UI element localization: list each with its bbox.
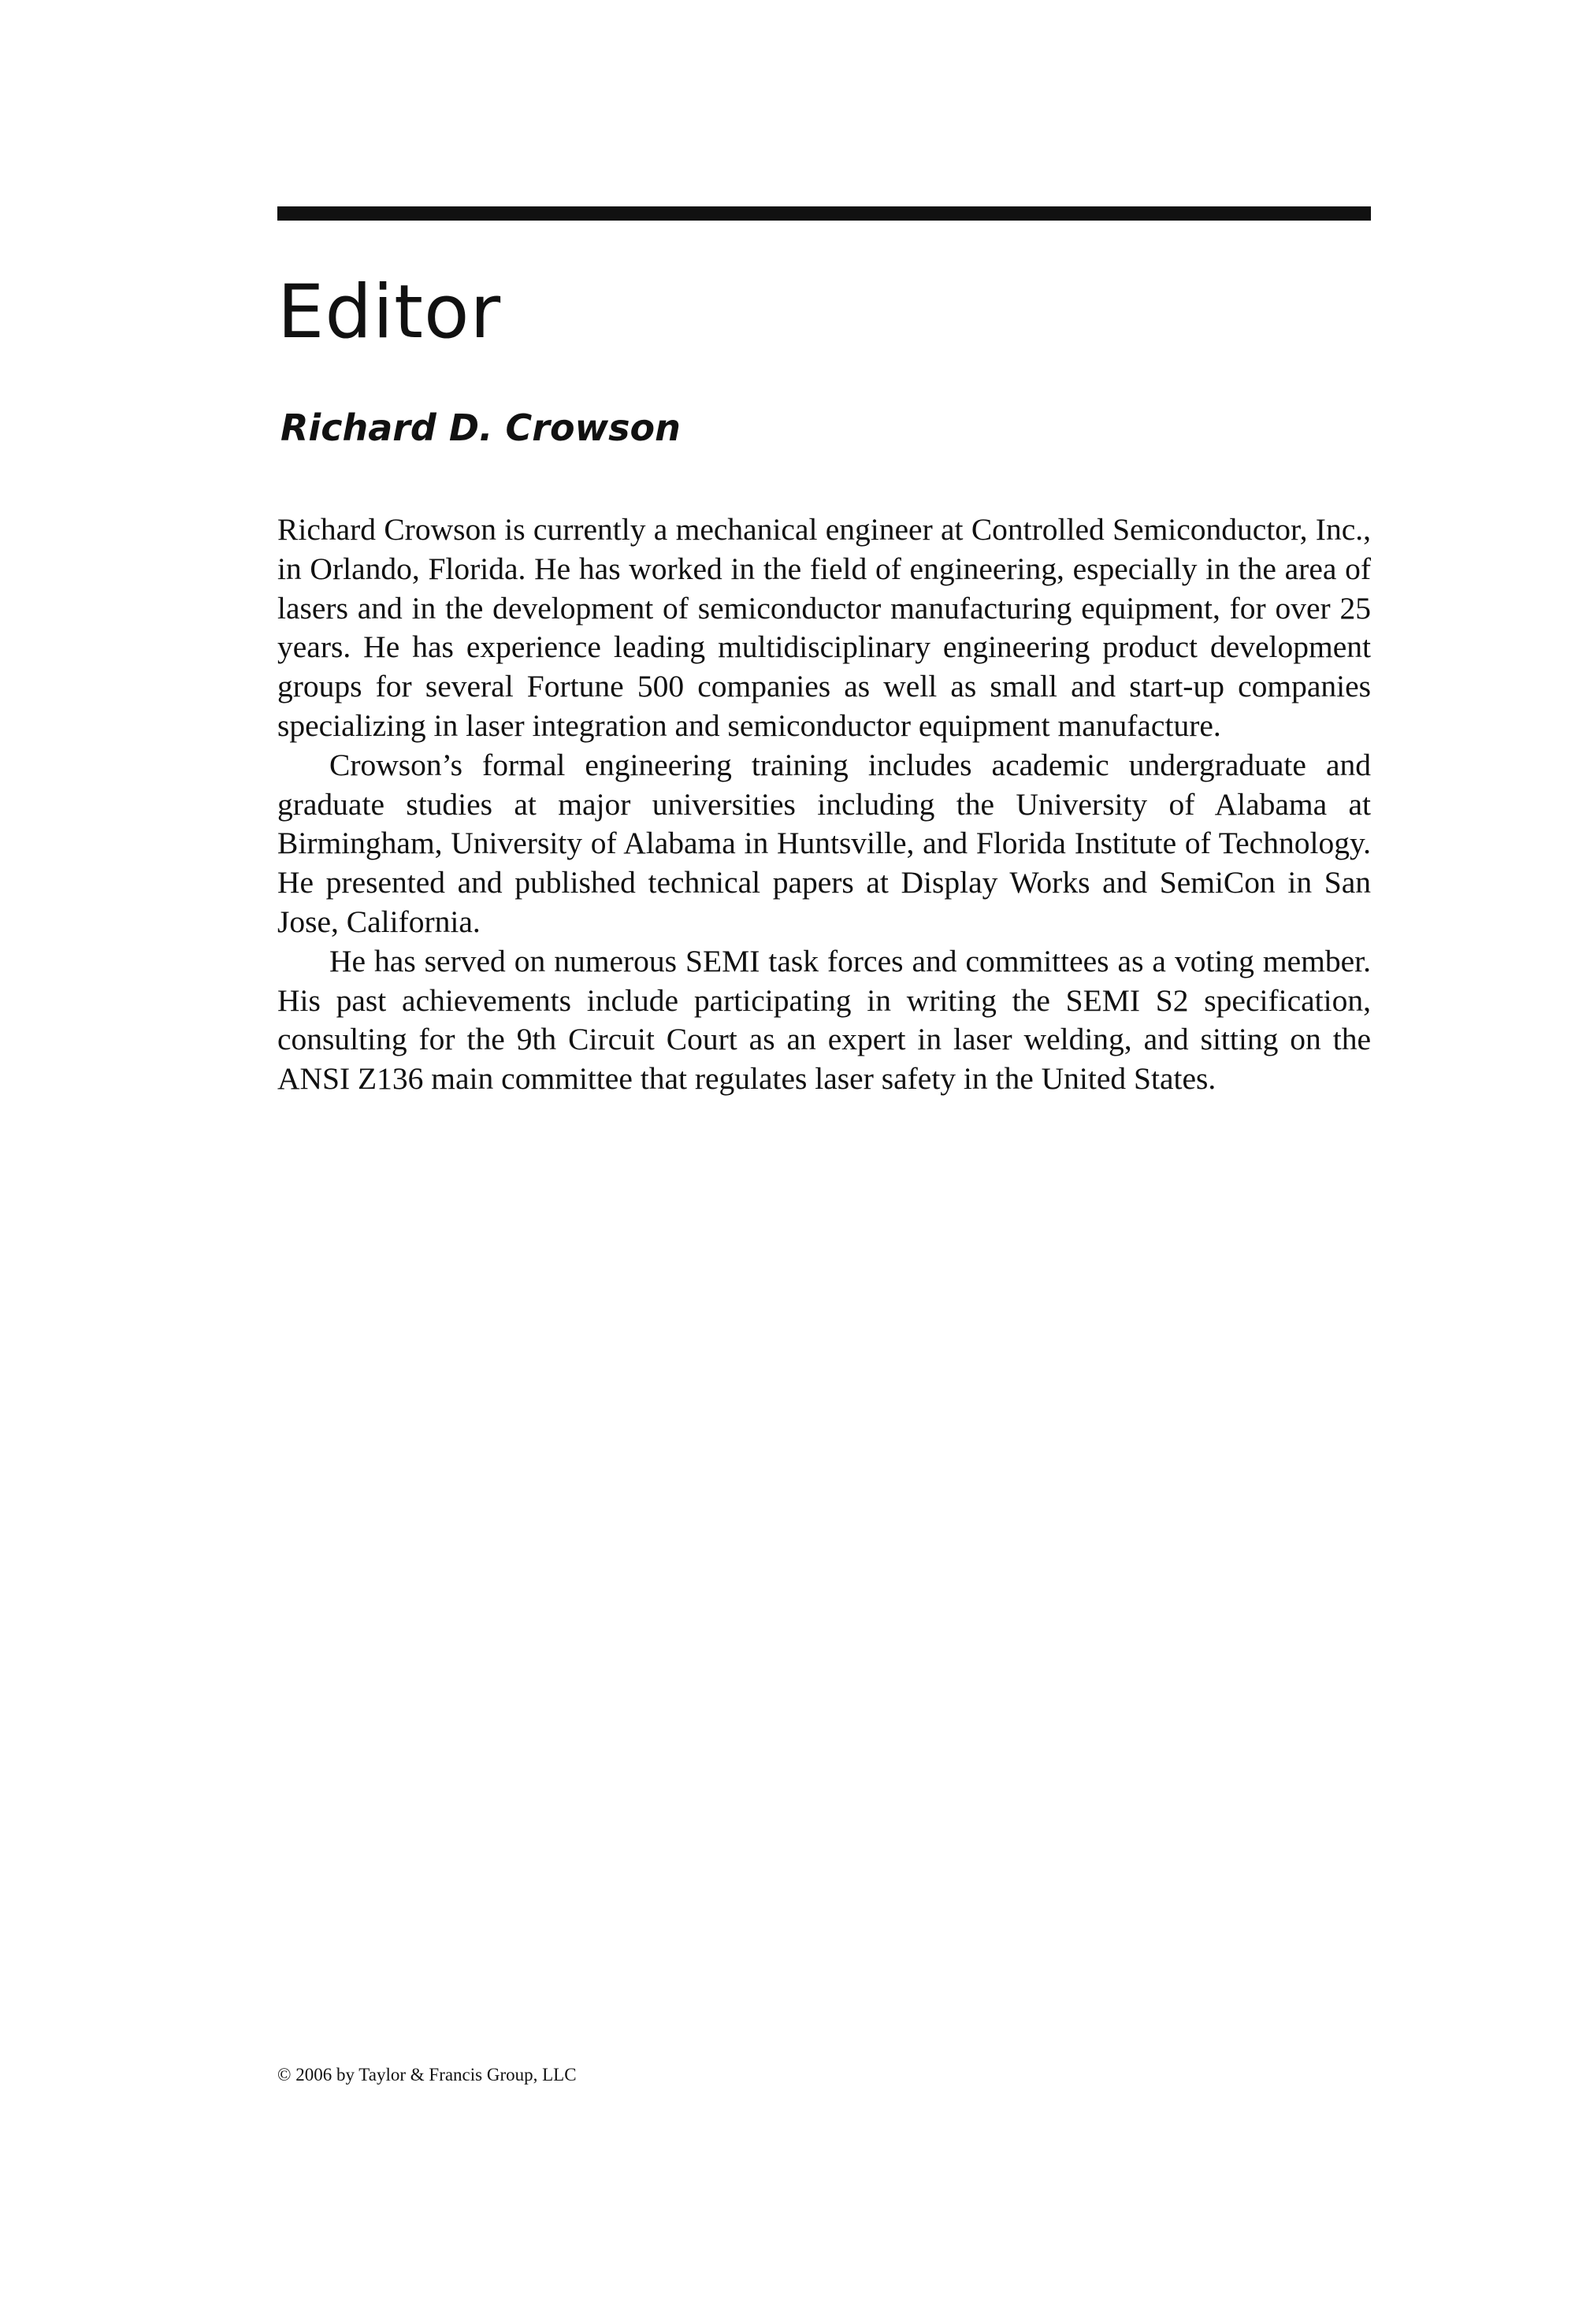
- paragraph-3: He has served on numerous SEMI task forces and committees as a voting member. His past achievements include participating in writing the SEMI S2 specification, consulting for the 9th Circuit Court as an expert in laser welding, and sitting on the ANSI Z136 main committee that regulates laser safety in the United States.: [277, 943, 1371, 1097]
- chapter-title: Editor: [277, 269, 502, 355]
- copyright-notice: © 2006 by Taylor & Francis Group, LLC: [277, 2065, 577, 2085]
- paragraph-1: Richard Crowson is currently a mechanical engineer at Controlled Semiconductor, Inc., in Orlando, Florida. He has worked in the field of engineering, especially in the area of lasers and in the development of semiconductor manufacturing equipment, for over 25 years. He has experience leading multidisciplinary engineering product development groups for several Fortune 500 companies as well as small and start-up companies specializing in laser integration and semiconductor equipment manufacture.: [277, 512, 1371, 743]
- chapter-title-rule: [277, 206, 1371, 221]
- paragraph-2: Crowson’s formal engineering training includes academic undergraduate and graduate studies at major universities including the University of Alabama at Birmingham, University of Alabama in Huntsville, and Florida Institute of Technology. He presented and published technical papers at Display Works and SemiCon in San Jose, California.: [277, 747, 1371, 939]
- author-name: Richard D. Crowson: [280, 407, 681, 449]
- body-text: [277, 510, 1371, 1099]
